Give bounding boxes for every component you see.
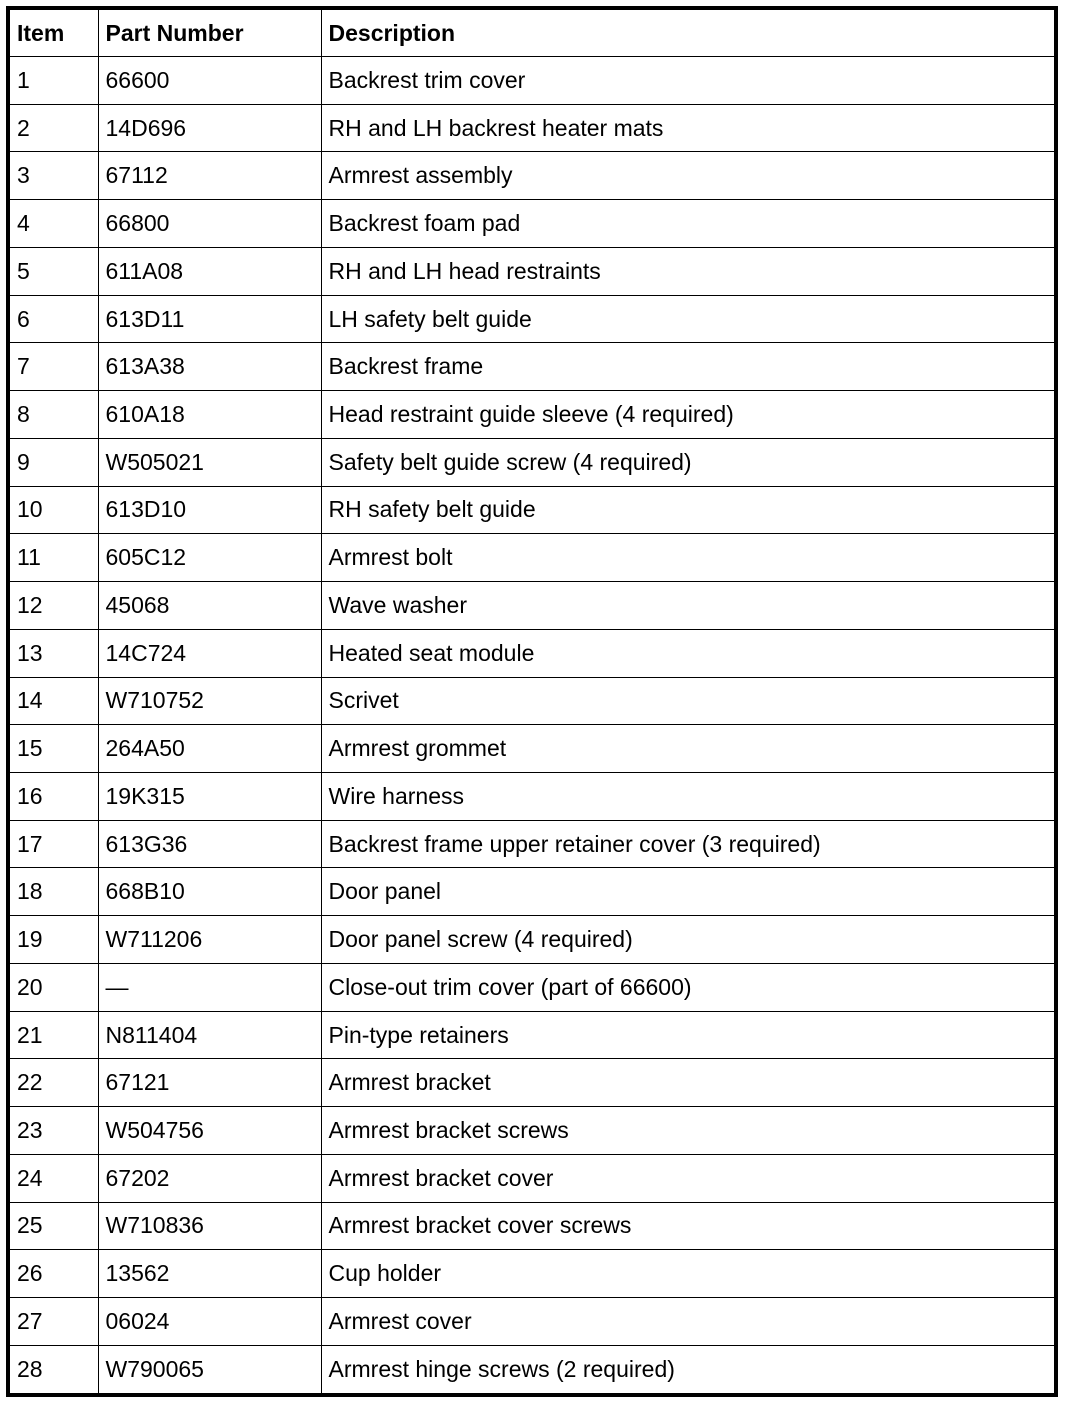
cell-description: Backrest frame <box>321 343 1056 391</box>
cell-part-number: W710752 <box>98 677 321 725</box>
cell-item: 20 <box>8 963 98 1011</box>
cell-item: 13 <box>8 629 98 677</box>
cell-item: 26 <box>8 1250 98 1298</box>
table-row <box>8 1298 1056 1346</box>
cell-item: 22 <box>8 1059 98 1107</box>
cell-part-number: N811404 <box>98 1011 321 1059</box>
cell-item: 8 <box>8 391 98 439</box>
table-body <box>8 57 1056 1396</box>
cell-part-number: 613G36 <box>98 820 321 868</box>
column-header-item: Item <box>8 8 98 57</box>
cell-item: 25 <box>8 1202 98 1250</box>
cell-part-number: 66600 <box>98 57 321 105</box>
table-row <box>8 725 1056 773</box>
cell-description: Armrest cover <box>321 1298 1056 1346</box>
table-row <box>8 1154 1056 1202</box>
cell-part-number: 06024 <box>98 1298 321 1346</box>
cell-description: Pin-type retainers <box>321 1011 1056 1059</box>
table-row <box>8 438 1056 486</box>
cell-description: Cup holder <box>321 1250 1056 1298</box>
cell-part-number: 67202 <box>98 1154 321 1202</box>
table-row <box>8 343 1056 391</box>
cell-description: Armrest bracket <box>321 1059 1056 1107</box>
parts-table <box>6 6 1058 1397</box>
cell-description: Scrivet <box>321 677 1056 725</box>
table-row <box>8 963 1056 1011</box>
cell-item: 14 <box>8 677 98 725</box>
cell-description: Close-out trim cover (part of 66600) <box>321 963 1056 1011</box>
cell-part-number: 45068 <box>98 582 321 630</box>
cell-item: 16 <box>8 773 98 821</box>
cell-part-number: 66800 <box>98 200 321 248</box>
cell-part-number: W711206 <box>98 916 321 964</box>
cell-part-number: 13562 <box>98 1250 321 1298</box>
table-row <box>8 295 1056 343</box>
cell-description: Wave washer <box>321 582 1056 630</box>
cell-item: 19 <box>8 916 98 964</box>
cell-description: Armrest bracket screws <box>321 1107 1056 1155</box>
table-row <box>8 486 1056 534</box>
table-row <box>8 582 1056 630</box>
cell-part-number: 613A38 <box>98 343 321 391</box>
cell-item: 12 <box>8 582 98 630</box>
cell-item: 3 <box>8 152 98 200</box>
cell-item: 6 <box>8 295 98 343</box>
cell-part-number: W504756 <box>98 1107 321 1155</box>
cell-description: Armrest bolt <box>321 534 1056 582</box>
cell-item: 9 <box>8 438 98 486</box>
table-row <box>8 391 1056 439</box>
cell-description: Wire harness <box>321 773 1056 821</box>
table-row <box>8 1202 1056 1250</box>
cell-item: 15 <box>8 725 98 773</box>
cell-part-number: W790065 <box>98 1345 321 1395</box>
table-row <box>8 104 1056 152</box>
cell-description: RH and LH backrest heater mats <box>321 104 1056 152</box>
cell-part-number: 613D11 <box>98 295 321 343</box>
table-row <box>8 57 1056 105</box>
column-header-part-number: Part Number <box>98 8 321 57</box>
table-row <box>8 820 1056 868</box>
cell-description: Backrest foam pad <box>321 200 1056 248</box>
cell-description: Armrest bracket cover screws <box>321 1202 1056 1250</box>
cell-item: 27 <box>8 1298 98 1346</box>
cell-part-number: 14D696 <box>98 104 321 152</box>
cell-item: 10 <box>8 486 98 534</box>
cell-description: Armrest grommet <box>321 725 1056 773</box>
cell-item: 24 <box>8 1154 98 1202</box>
cell-description: Door panel screw (4 required) <box>321 916 1056 964</box>
cell-part-number: 19K315 <box>98 773 321 821</box>
cell-part-number: 611A08 <box>98 247 321 295</box>
table-row <box>8 1059 1056 1107</box>
table-row <box>8 247 1056 295</box>
cell-part-number: 14C724 <box>98 629 321 677</box>
table-row <box>8 629 1056 677</box>
table-row <box>8 773 1056 821</box>
cell-part-number: W505021 <box>98 438 321 486</box>
cell-item: 28 <box>8 1345 98 1395</box>
cell-item: 2 <box>8 104 98 152</box>
cell-description: Heated seat module <box>321 629 1056 677</box>
cell-description: RH and LH head restraints <box>321 247 1056 295</box>
table-row <box>8 1250 1056 1298</box>
cell-item: 5 <box>8 247 98 295</box>
cell-part-number: 67121 <box>98 1059 321 1107</box>
cell-item: 4 <box>8 200 98 248</box>
cell-description: Armrest bracket cover <box>321 1154 1056 1202</box>
table-row <box>8 1011 1056 1059</box>
cell-description: Head restraint guide sleeve (4 required) <box>321 391 1056 439</box>
cell-part-number: 610A18 <box>98 391 321 439</box>
cell-part-number: W710836 <box>98 1202 321 1250</box>
cell-description: Door panel <box>321 868 1056 916</box>
cell-description: Backrest frame upper retainer cover (3 required) <box>321 820 1056 868</box>
cell-description: Armrest assembly <box>321 152 1056 200</box>
table-row <box>8 916 1056 964</box>
table-row <box>8 868 1056 916</box>
cell-description: RH safety belt guide <box>321 486 1056 534</box>
table-row <box>8 534 1056 582</box>
cell-description: Armrest hinge screws (2 required) <box>321 1345 1056 1395</box>
cell-part-number: 668B10 <box>98 868 321 916</box>
cell-item: 7 <box>8 343 98 391</box>
cell-item: 17 <box>8 820 98 868</box>
cell-item: 11 <box>8 534 98 582</box>
cell-item: 18 <box>8 868 98 916</box>
cell-part-number: — <box>98 963 321 1011</box>
cell-item: 21 <box>8 1011 98 1059</box>
cell-item: 23 <box>8 1107 98 1155</box>
table-row <box>8 1345 1056 1395</box>
cell-item: 1 <box>8 57 98 105</box>
cell-part-number: 67112 <box>98 152 321 200</box>
cell-description: Backrest trim cover <box>321 57 1056 105</box>
column-header-description: Description <box>321 8 1056 57</box>
cell-description: Safety belt guide screw (4 required) <box>321 438 1056 486</box>
cell-description: LH safety belt guide <box>321 295 1056 343</box>
table-header-row <box>8 8 1056 57</box>
cell-part-number: 605C12 <box>98 534 321 582</box>
cell-part-number: 264A50 <box>98 725 321 773</box>
table-row <box>8 677 1056 725</box>
table-row <box>8 200 1056 248</box>
table-row <box>8 1107 1056 1155</box>
cell-part-number: 613D10 <box>98 486 321 534</box>
table-row <box>8 152 1056 200</box>
